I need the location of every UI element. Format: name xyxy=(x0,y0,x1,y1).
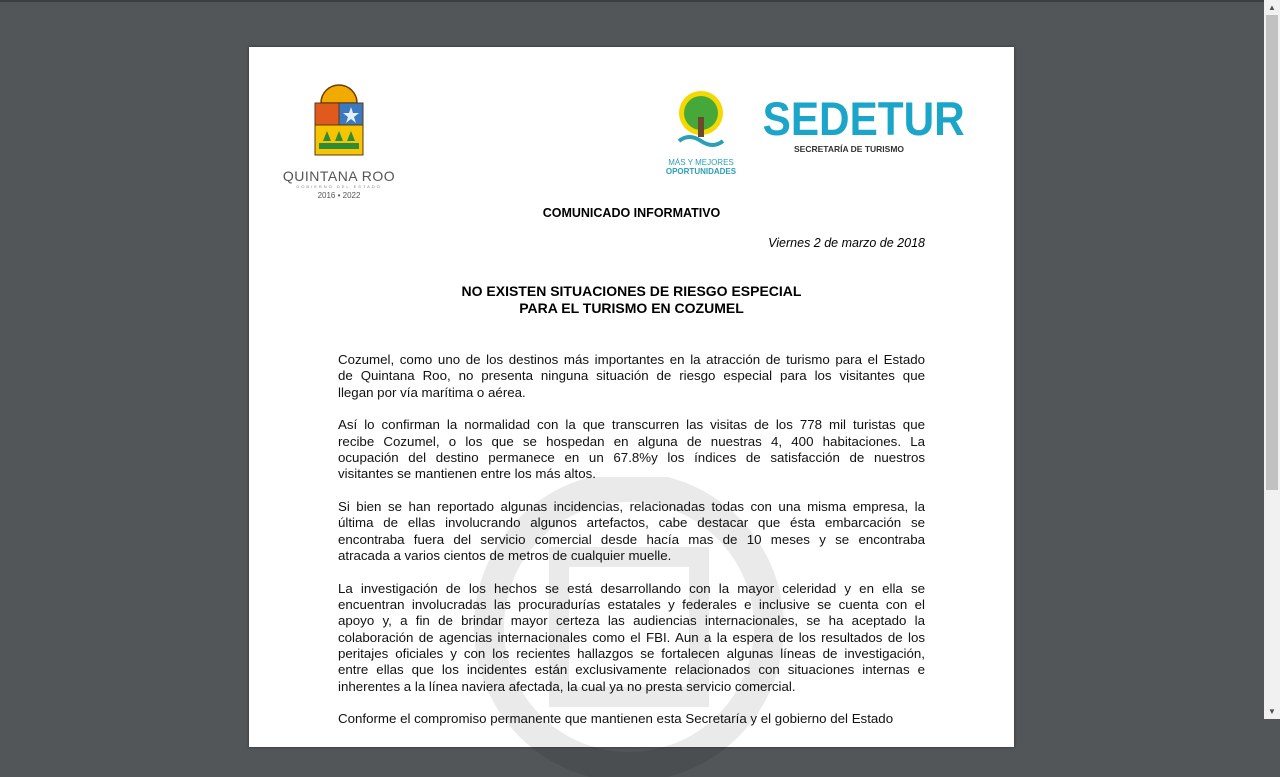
paragraph-line: Cozumel, como uno de los destinos más importantes en la atracción de turismo para el Estado xyxy=(338,352,925,367)
document-date: Viernes 2 de marzo de 2018 xyxy=(768,236,925,250)
logo-subtitle: GOBIERNO DEL ESTADO xyxy=(296,184,382,189)
title-line: PARA EL TURISMO EN COZUMEL xyxy=(519,300,744,316)
paragraph-line: llegan por vía marítima o aérea. xyxy=(338,384,526,400)
title-line: NO EXISTEN SITUACIONES DE RIESGO ESPECIAL xyxy=(461,283,802,299)
paragraph-line: atracada a varios cientos de metros de cualquier muelle. xyxy=(338,547,672,563)
paragraph-line: La investigación de los hechos se está desarrollando con la mayor celeridad y en ella se xyxy=(338,580,925,596)
logo-line2: OPORTUNIDADES xyxy=(665,167,737,176)
paragraph-line: última de ellas involucrando algunos artefactos, cabe destacar que ésta embarcación se xyxy=(338,515,925,531)
paragraph-line: entre ellas que los incidentes están exclusivamente relacionados con situaciones internas e xyxy=(338,662,925,678)
scroll-up-icon[interactable]: ▲ xyxy=(1268,3,1276,12)
paragraph-line: de Quintana Roo, no presenta ninguna situación de riesgo especial para los visitantes que xyxy=(338,368,925,384)
paragraph-line: recibe Cozumel, o los que se hospedan en alguna de nuestras 4, 400 habitaciones. La xyxy=(338,433,925,449)
quintana-roo-logo xyxy=(279,77,399,200)
sedetur-subtitle: SECRETARÍA DE TURISMO xyxy=(793,144,905,154)
sedetur-logo xyxy=(753,92,965,154)
pdf-page xyxy=(249,47,1014,747)
paragraph-line: encontraba fuera del servicio comercial desde hacía mas de 10 meses y se encontraba xyxy=(338,531,925,547)
mas-y-mejores-logo xyxy=(661,89,741,176)
scrollbar-thumb[interactable] xyxy=(1266,15,1278,490)
scroll-down-icon[interactable]: ▼ xyxy=(1268,707,1276,716)
paragraph xyxy=(338,711,925,727)
paragraph-line: Así lo confirman la normalidad con la que transcurren las visitas de los 778 mil turistas que xyxy=(338,417,925,433)
viewer-top-border xyxy=(0,0,1264,2)
paragraph-line: apoyo y, a fin de brindar mayor certeza las audiencias internacionales, se ha aceptado la xyxy=(338,613,925,629)
document-body xyxy=(338,352,925,744)
tree-icon xyxy=(669,89,733,153)
paragraph xyxy=(338,581,925,695)
paragraph-line: colaboración de agencias internacionales como el FBI. Aun a la espera de los resultados de los xyxy=(338,629,925,645)
paragraph-line: peritajes oficiales y con los recientes hallazgos se fortalecen algunas líneas de investigación, xyxy=(338,645,925,661)
paragraph xyxy=(338,499,925,564)
paragraph-line: ocupación del destino permanece en un 67.8%y los índices de satisfacción de nuestros xyxy=(338,449,925,465)
paragraph-line: Si bien se han reportado algunas incidencias, relacionadas todas con una misma empresa, la xyxy=(338,499,925,515)
document-title xyxy=(249,283,1014,317)
sedetur-name: SEDETUR xyxy=(762,92,965,145)
vertical-scrollbar[interactable] xyxy=(1264,0,1280,719)
logo-line1: MÁS Y MEJORES xyxy=(668,158,734,167)
document-type: COMUNICADO INFORMATIVO xyxy=(542,206,721,220)
paragraph xyxy=(338,352,925,401)
coat-of-arms-icon xyxy=(311,77,367,159)
paragraph xyxy=(338,417,925,482)
logo-years: 2016 • 2022 xyxy=(317,191,361,200)
paragraph-line: encuentran involucradas las procuradurías estatales y federales e inclusive se cuenta con el xyxy=(338,597,925,613)
paragraph-line: inherentes a la línea naviera afectada, la cual ya no presta servicio comercial. xyxy=(338,678,796,694)
paragraph-line: visitantes se mantienen entre los más altos. xyxy=(338,466,596,482)
paragraph-line: Conforme el compromiso permanente que mantienen esta Secretaría y el gobierno del Estado xyxy=(338,711,894,727)
logo-name: QUINTANA ROO xyxy=(282,168,396,184)
